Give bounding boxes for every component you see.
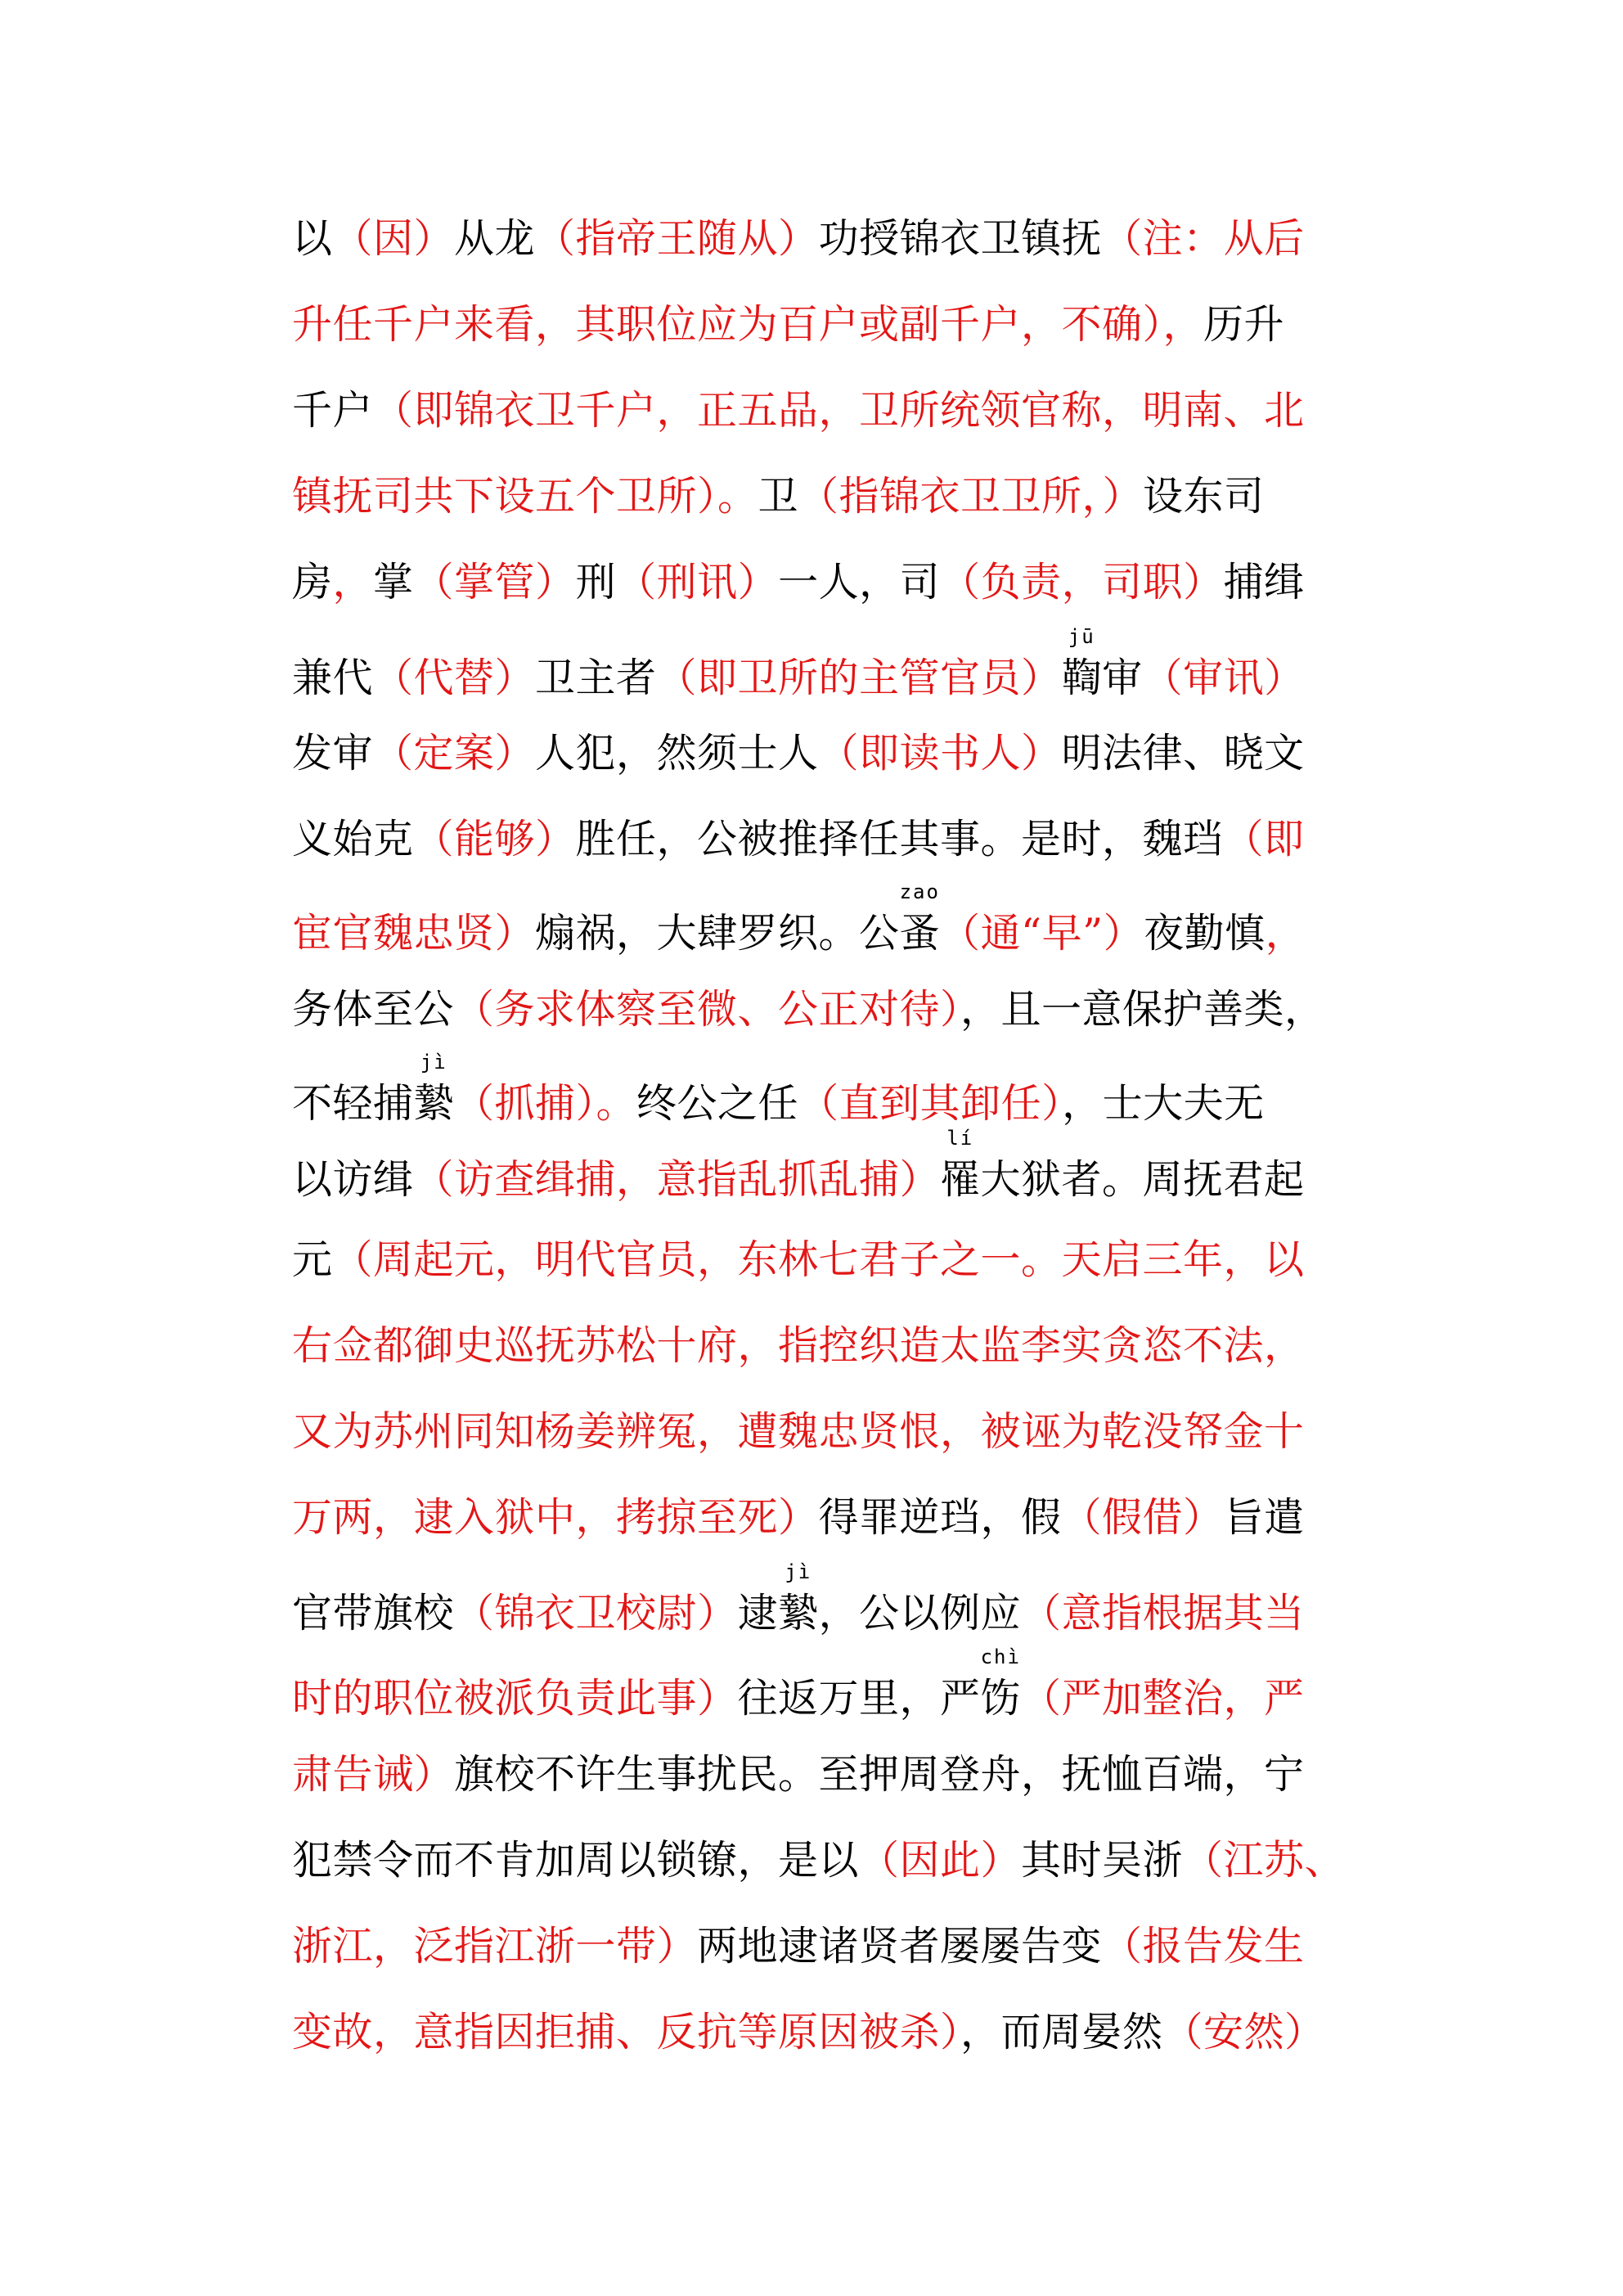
original-text: 历升 — [1203, 301, 1285, 348]
original-text: 胜任，公被推择任其事。是时，魏珰 — [575, 816, 1224, 862]
ruby-character — [940, 1127, 981, 1204]
text-line — [292, 730, 1384, 777]
original-text: 以 — [292, 215, 333, 262]
annotation-text: （周起元，明代官员，东林七君子之一。天启三年，以 — [332, 1236, 1305, 1283]
original-text: 义始克 — [292, 816, 414, 862]
annotation-text: （假借） — [1061, 1494, 1224, 1541]
annotation-text: 又为苏州同知杨姜辨冤，遭魏忠贤恨，被诬为乾没帑金十 — [292, 1408, 1305, 1455]
text-line — [292, 816, 1384, 863]
annotation-text: （严加整治，严 — [1021, 1675, 1305, 1722]
annotation-text: （定案） — [373, 730, 536, 777]
text-line — [292, 1051, 1384, 1128]
annotation-text: （即卫所的主管官员） — [656, 655, 1062, 701]
text-line — [292, 625, 1384, 702]
annotation-text: 右佥都御史巡抚苏松十府，指控织造太监李实贪恣不法， — [292, 1322, 1305, 1369]
text-line — [292, 1751, 1384, 1799]
annotation-text: （即锦衣卫千户，正五品，卫所统领官称，明南、北 — [373, 387, 1305, 434]
original-text: 其时吴浙 — [1021, 1837, 1184, 1884]
annotation-text: （能够） — [413, 816, 576, 862]
original-text: 掌 — [373, 559, 414, 606]
annotation-text: （安然） — [1162, 2009, 1325, 2055]
annotation-text: 镇抚司共下设五个卫所）。 — [292, 473, 758, 520]
pinyin-annotation: jū — [1068, 625, 1095, 648]
annotation-text: （江苏、 — [1183, 1837, 1346, 1884]
text-line — [292, 301, 1384, 349]
pinyin-annotation: jì — [785, 1560, 812, 1583]
annotation-text: 宦官魏忠贤） — [292, 910, 536, 957]
annotation-text: 浙江，泛指江浙一带） — [292, 1923, 698, 1970]
original-text: 明法律、晓文 — [1061, 730, 1305, 777]
pinyin-annotation: chì — [980, 1645, 1021, 1668]
text-line — [292, 1494, 1384, 1542]
annotation-text: 万两，逮入狱中，拷掠至死） — [292, 1494, 819, 1541]
text-line — [292, 1645, 1384, 1722]
original-text: 一人，司 — [778, 559, 941, 606]
annotation-text: （访查缉捕，意指乱抓乱捕） — [413, 1156, 941, 1203]
annotation-text: 肃告诫） — [292, 1751, 455, 1798]
original-text: 夜勤慎 — [1144, 910, 1266, 957]
annotation-text: （务求体察至微、公正对待） — [454, 986, 961, 1033]
original-text: 旗校不许生事扰民。至押周登舟，抚恤百端，宁 — [454, 1751, 1305, 1798]
original-text: ，且一意保护善类， — [960, 986, 1325, 1033]
original-text: 逮 — [737, 1590, 779, 1636]
original-text: 旨遣 — [1223, 1494, 1305, 1541]
annotation-text: 变故，意指因拒捕、反抗等原因被杀） — [292, 2009, 961, 2055]
text-line — [292, 1923, 1384, 1970]
text-line — [292, 1408, 1384, 1456]
original-text: 千户 — [292, 387, 374, 434]
original-text: 以访缉 — [292, 1156, 414, 1203]
original-text: 房 — [292, 559, 333, 606]
annotation-text: （掌管） — [413, 559, 576, 606]
original-text: 人犯，然须士人 — [535, 730, 819, 777]
original-text: 两地逮诸贤者屡屡告变 — [697, 1923, 1103, 1970]
annotation-text: （因） — [332, 215, 455, 262]
original-text: 刑 — [575, 559, 617, 606]
ruby-character — [778, 1560, 819, 1637]
original-text: 卫主者 — [535, 655, 657, 701]
ruby-character — [980, 1645, 1022, 1722]
text-line — [292, 473, 1384, 520]
original-text: 大狱者。周抚君起 — [980, 1156, 1305, 1203]
annotation-text: （直到其卸任） — [798, 1080, 1063, 1127]
text-line — [292, 1127, 1384, 1204]
annotation-text: 升任千户来看，其职位应为百户或副千户，不确）， — [292, 301, 1204, 348]
original-text: 卫 — [758, 473, 799, 520]
original-text: 功授锦衣卫镇抚 — [818, 215, 1103, 262]
text-line — [292, 1236, 1384, 1284]
original-text: 往返万里，严 — [737, 1675, 981, 1722]
original-text: 设东司 — [1143, 473, 1265, 520]
annotation-text: ， — [1265, 910, 1306, 957]
text-line — [292, 1322, 1384, 1370]
annotation-text: （代替） — [373, 655, 536, 701]
ruby-base: 罹 — [940, 1156, 981, 1203]
annotation-text: ， — [332, 559, 374, 606]
text-line — [292, 2009, 1384, 2056]
original-text: 终公之任 — [636, 1080, 799, 1127]
original-text: ，公以例应 — [818, 1590, 1022, 1636]
annotation-text: （指锦衣卫卫所，） — [798, 473, 1144, 520]
ruby-character — [1061, 625, 1103, 702]
annotation-text: （报告发生 — [1102, 1923, 1305, 1970]
text-line — [292, 1837, 1384, 1884]
annotation-text: （锦衣卫校尉） — [454, 1590, 738, 1636]
original-text: 煽祸，大肆罗织。公 — [535, 910, 900, 957]
original-text: 务体至公 — [292, 986, 455, 1033]
text-line — [292, 1560, 1384, 1637]
annotation-text: （审讯） — [1142, 655, 1305, 701]
annotation-text: （指帝王随从） — [535, 215, 819, 262]
original-text: ，而周晏然 — [960, 2009, 1163, 2055]
annotation-text: （注：从后 — [1102, 215, 1305, 262]
annotation-text: （因此） — [859, 1837, 1022, 1884]
original-text: 官带旗校 — [292, 1590, 455, 1636]
original-text: 不轻捕 — [292, 1080, 414, 1127]
ruby-base: 蚤 — [899, 910, 941, 957]
original-text: 从龙 — [454, 215, 536, 262]
annotation-text: （抓捕）。 — [454, 1080, 637, 1127]
text-line — [292, 387, 1384, 434]
ruby-character — [899, 880, 941, 957]
original-text: 兼代 — [292, 655, 374, 701]
ruby-base: 縶 — [778, 1590, 819, 1636]
annotation-text: （即 — [1223, 816, 1305, 862]
original-text: 发审 — [292, 730, 374, 777]
annotation-text: （刑讯） — [616, 559, 779, 606]
original-text: 元 — [292, 1236, 333, 1283]
text-line — [292, 215, 1384, 263]
original-text: 审 — [1102, 655, 1143, 701]
annotation-text: （即读书人） — [818, 730, 1062, 777]
text-line — [292, 559, 1384, 606]
pinyin-annotation: zao — [899, 880, 940, 903]
pinyin-annotation: jì — [420, 1051, 447, 1074]
annotation-text: （通“早”） — [940, 910, 1144, 957]
annotation-text: （负责，司职） — [940, 559, 1224, 606]
ruby-base: 縶 — [413, 1080, 455, 1127]
original-text: 犯禁令而不肯加周以锁镣，是以 — [292, 1837, 860, 1884]
text-line — [292, 880, 1384, 957]
ruby-base: 饬 — [980, 1675, 1022, 1722]
text-line — [292, 986, 1384, 1033]
annotation-text: （意指根据其当 — [1021, 1590, 1305, 1636]
ruby-base: 鞫 — [1061, 655, 1103, 701]
annotation-text: 时的职位被派负责此事） — [292, 1675, 738, 1722]
original-text: ，士大夫无 — [1062, 1080, 1265, 1127]
original-text: 得罪逆珰，假 — [818, 1494, 1062, 1541]
original-text: 捕缉 — [1223, 559, 1305, 606]
ruby-character — [413, 1051, 455, 1128]
pinyin-annotation: lí — [946, 1127, 974, 1150]
